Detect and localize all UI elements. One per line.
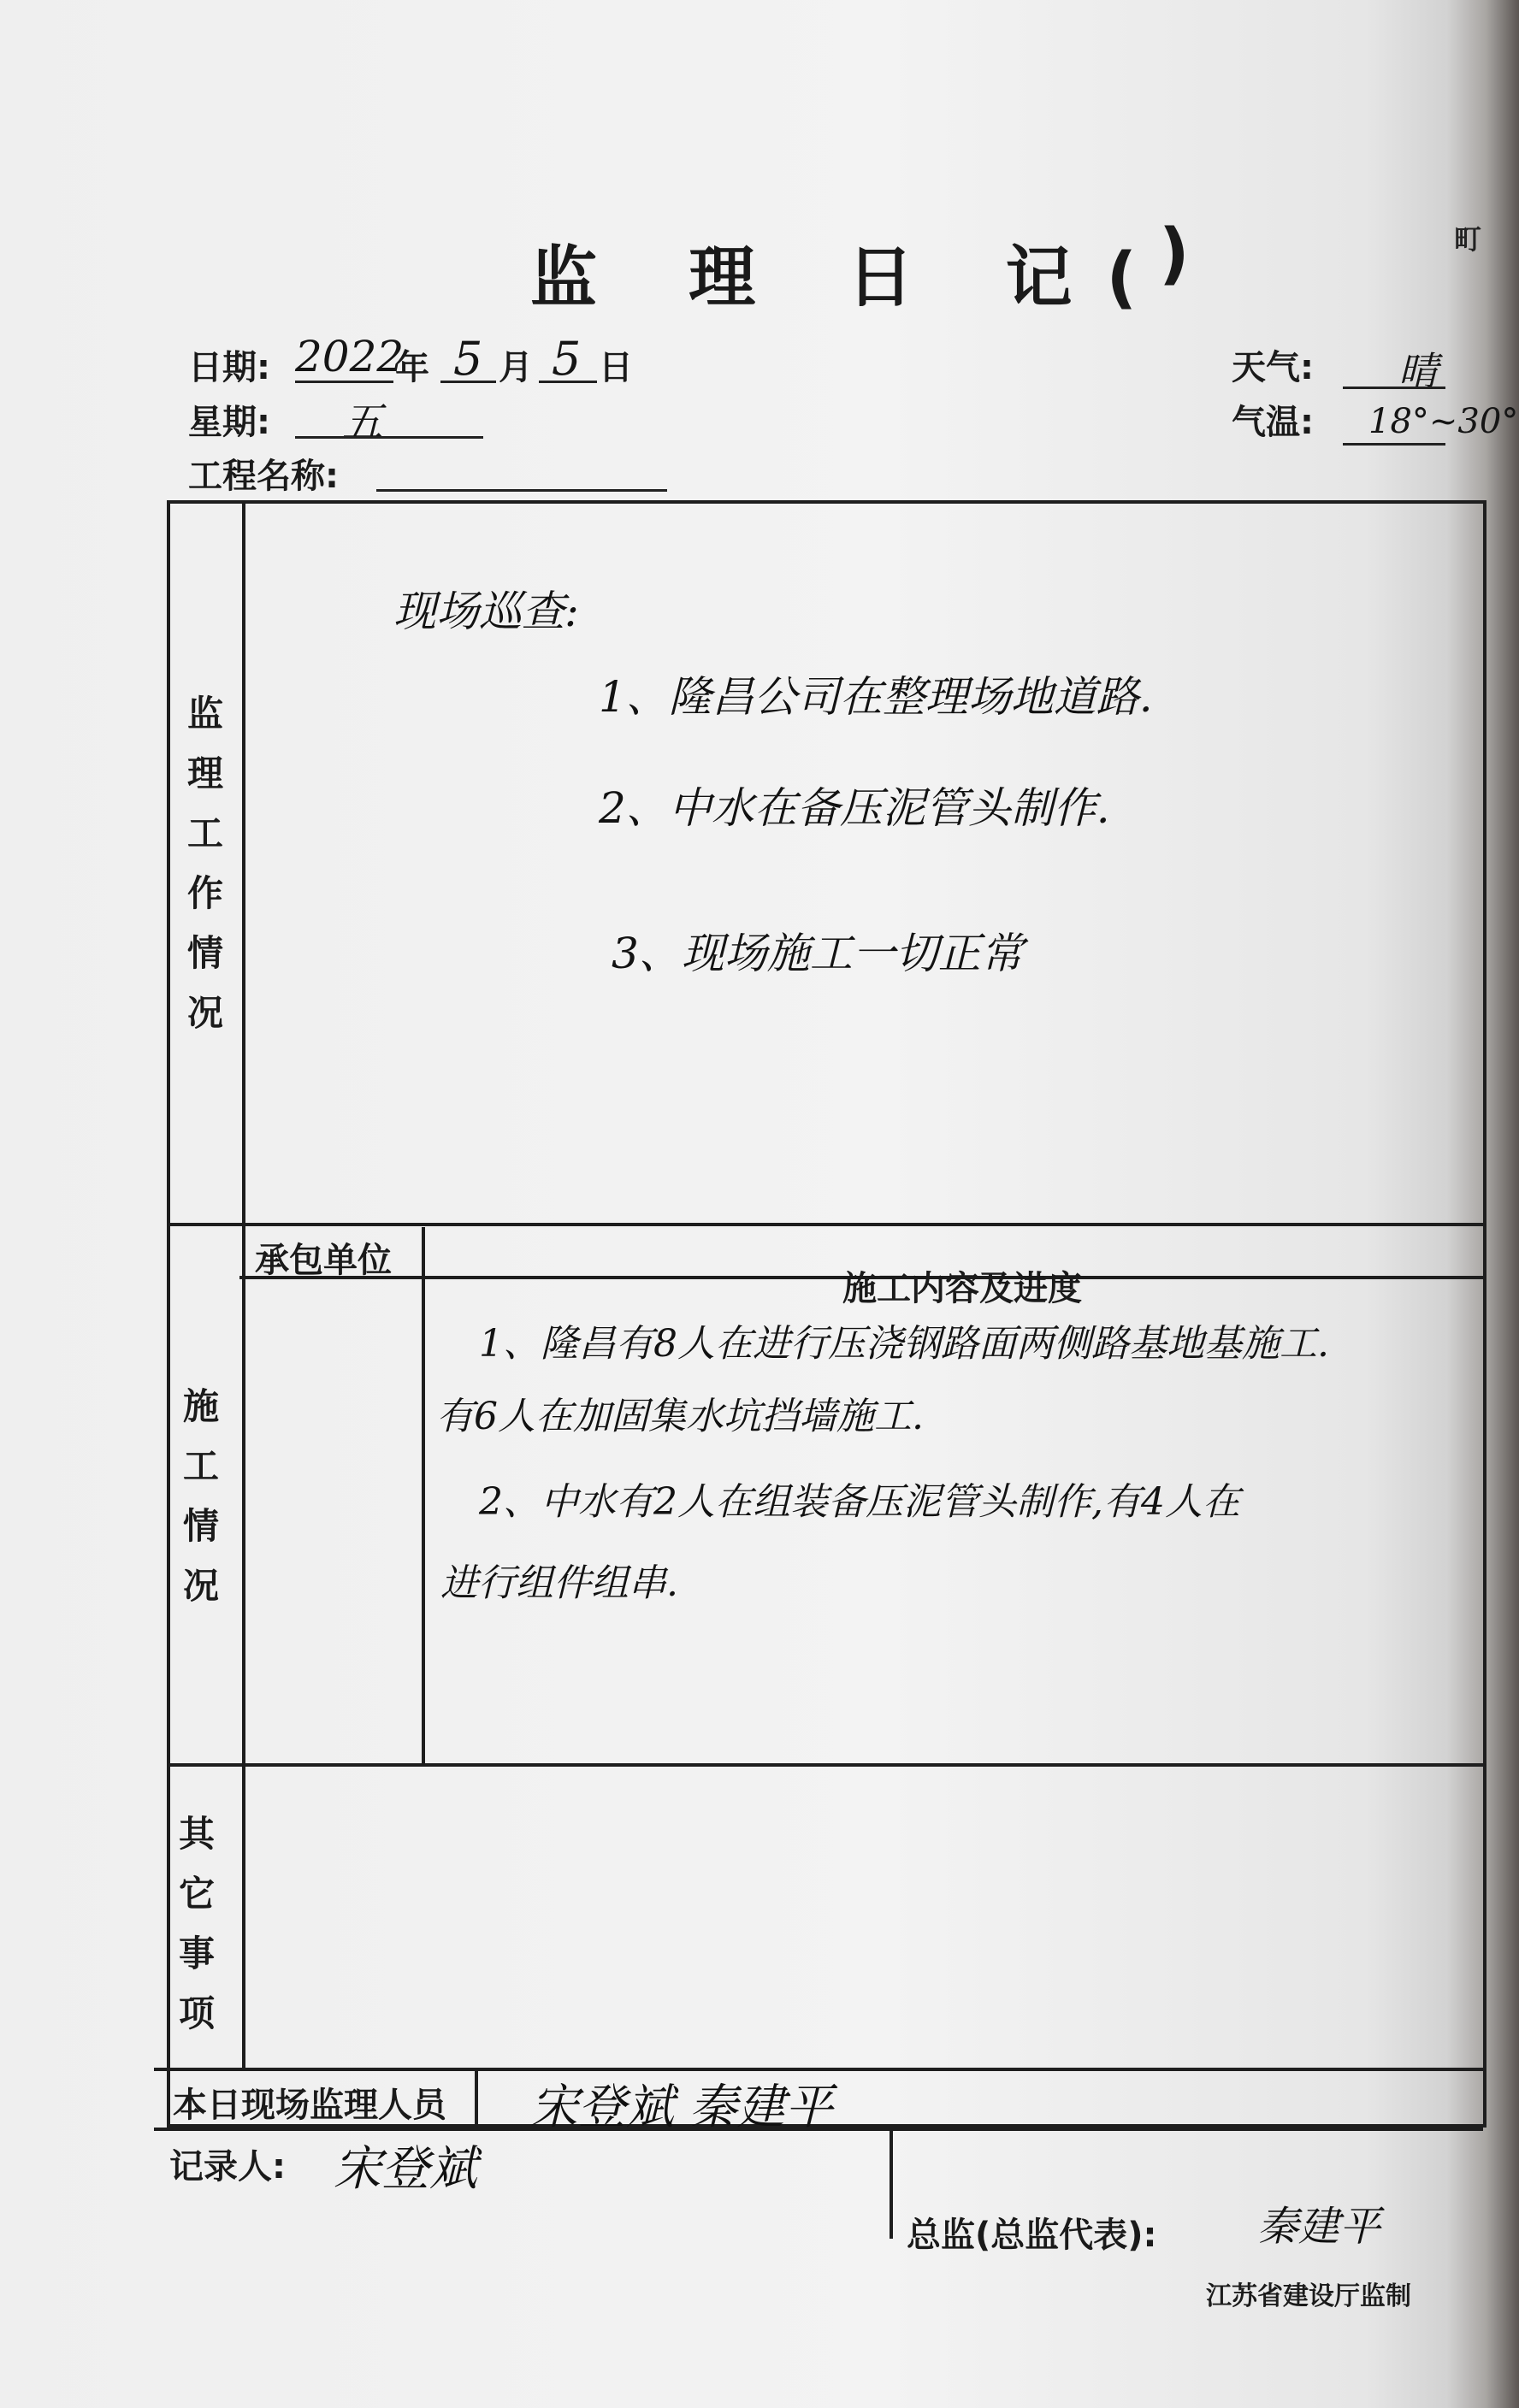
construction-entry: 进行组件组串.	[440, 1561, 678, 1605]
chief-signature: 秦建平	[1257, 2203, 1381, 2251]
recorder-signature: 宋登斌	[334, 2141, 477, 2197]
construction-entry: 1、隆昌有8人在进行压浇钢路面两侧路基地基施工.	[479, 1322, 1329, 1366]
month-underline	[440, 381, 496, 383]
other-section-label: 其它事项	[178, 1813, 215, 2034]
label-column-line	[242, 500, 245, 2068]
chief-label: 总监(总监代表):	[907, 2216, 1157, 2255]
work-entry: 2、中水在备压泥管头制作.	[599, 783, 1110, 833]
weekday-underline	[295, 436, 483, 439]
project-underline	[376, 489, 667, 492]
work-entry: 3、现场施工一切正常	[612, 929, 1024, 978]
date-month: 5	[453, 332, 483, 386]
weather-underline	[1343, 387, 1445, 389]
edge-mark: 町	[1454, 223, 1482, 256]
work-entry: 现场巡查:	[393, 587, 579, 636]
project-label: 工程名称:	[188, 457, 339, 496]
recorder-label: 记录人:	[169, 2147, 286, 2187]
construction-entry: 2、中水有2人在组装备压泥管头制作,有4人在	[479, 1480, 1240, 1524]
publisher-imprint: 江苏省建设厅监制	[1206, 2281, 1411, 2311]
staff-label-divider	[475, 2071, 478, 2128]
contractor-header: 承包单位	[255, 1241, 392, 1280]
chief-box-divider	[890, 2128, 893, 2239]
year-unit: 年	[395, 348, 429, 387]
weekday-value: 五	[342, 398, 384, 446]
temp-underline	[1343, 443, 1445, 446]
day-unit: 日	[599, 348, 633, 387]
weekday-label: 星期:	[188, 403, 270, 442]
construction-section-label: 施工情况	[182, 1385, 219, 1607]
date-day: 5	[552, 332, 582, 386]
progress-header: 施工内容及进度	[842, 1269, 1082, 1308]
staff-signatures: 宋登斌 秦建平	[530, 2080, 833, 2135]
divider-construction-other	[167, 1763, 1483, 1767]
month-unit: 月	[499, 348, 533, 387]
page-title: 监 理 日 记(	[530, 239, 1172, 316]
contractor-column-line	[422, 1227, 425, 1763]
title-paren-close: )	[1159, 215, 1190, 292]
construction-entry: 有6人在加固集水坑挡墙施工.	[436, 1395, 924, 1438]
temp-label: 气温:	[1232, 403, 1314, 442]
work-entry: 1、隆昌公司在整理场地道路.	[599, 672, 1153, 722]
work-section-label: 监理工作情况	[186, 693, 223, 1034]
staff-label: 本日现场监理人员	[173, 2086, 446, 2125]
divider-work-construction	[167, 1223, 1483, 1226]
date-label: 日期:	[188, 348, 270, 387]
date-year: 2022	[295, 332, 405, 381]
weather-label: 天气:	[1232, 348, 1314, 387]
temp-value: 18°~30°	[1368, 402, 1519, 441]
weather-value: 晴	[1398, 348, 1438, 394]
day-underline	[539, 381, 597, 383]
year-underline	[295, 381, 393, 383]
